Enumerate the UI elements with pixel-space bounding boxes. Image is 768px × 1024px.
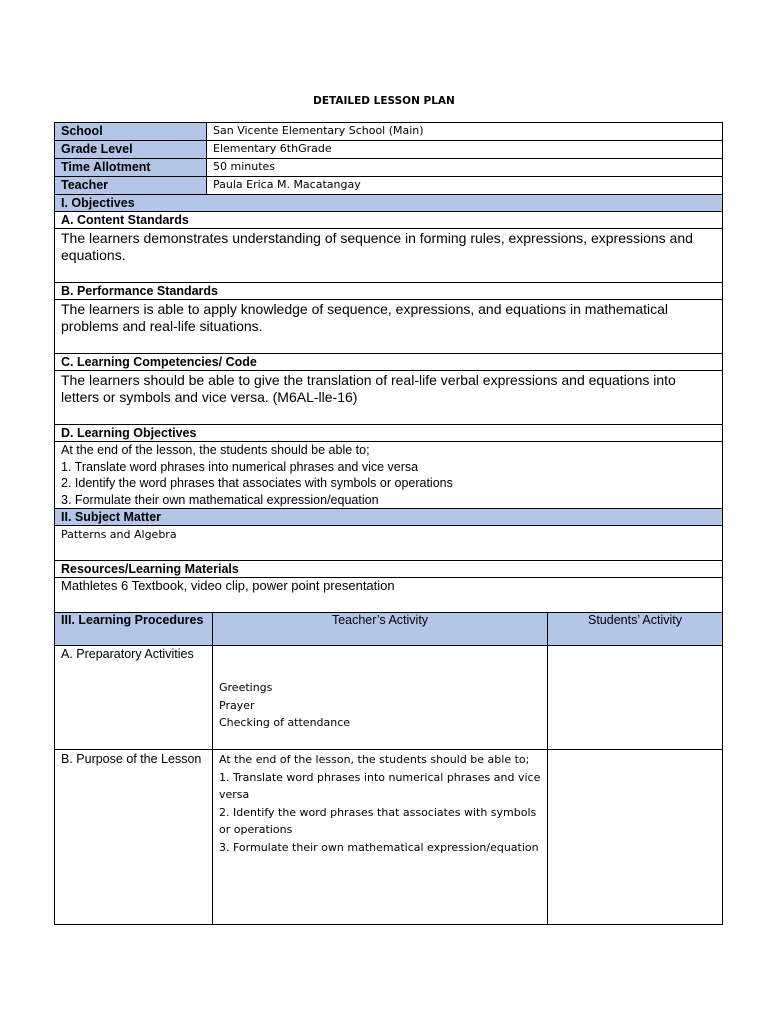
resources-text: Mathletes 6 Textbook, video clip, power point presentation (55, 578, 723, 613)
procedures-header: III. Learning Procedures (55, 613, 213, 646)
list-item: 2. Identify the word phrases that associates with symbols or operations (219, 805, 537, 836)
school-label: School (55, 123, 207, 141)
list-item: 1. Translate word phrases into numerical phrases and vice versa (61, 459, 419, 474)
objectives-header: I. Objectives (55, 195, 723, 212)
teacher-activity-header: Teacher’s Activity (213, 613, 548, 646)
school-value: San Vicente Elementary School (Main) (207, 123, 723, 141)
subject-matter-text: Patterns and Algebra (55, 526, 723, 561)
purpose-students (548, 750, 723, 925)
competencies-text: The learners should be able to give the translation of real-life verbal expressions and equations into letters or symbols and vice versa. (M6AL-lle-16) (55, 371, 723, 425)
list-item: Greetings (219, 681, 273, 694)
purpose-label: B. Purpose of the Lesson (55, 750, 213, 925)
subject-matter-header: II. Subject Matter (55, 509, 723, 526)
time-value: 50 minutes (207, 159, 723, 177)
grade-label: Grade Level (55, 141, 207, 159)
learning-objectives-label: D. Learning Objectives (55, 425, 723, 442)
list-item: At the end of the lesson, the students should be able to; (219, 753, 530, 766)
teacher-value: Paula Erica M. Macatangay (207, 177, 723, 195)
performance-standards-label: B. Performance Standards (55, 283, 723, 300)
preparatory-activities-teacher (213, 646, 548, 750)
content-standards-label: A. Content Standards (55, 212, 723, 229)
list-item: Checking of attendance (219, 716, 351, 729)
list-item: 1. Translate word phrases into numerical phrases and vice versa (219, 770, 541, 801)
preparatory-activities-label: A. Preparatory Activities (55, 646, 213, 750)
performance-standards-text: The learners is able to apply knowledge of sequence, expressions, and equations in mathematical problems and real-life situations. (55, 300, 723, 354)
content-standards-text: The learners demonstrates understanding of sequence in forming rules, expressions, expressions and equations. (55, 229, 723, 283)
page-title: DETAILED LESSON PLAN (313, 95, 455, 107)
list-item: 3. Formulate their own mathematical expression/equation (219, 840, 539, 854)
info-row-school (55, 123, 723, 141)
purpose-teacher (213, 750, 548, 925)
info-row-grade (55, 141, 723, 159)
competencies-label: C. Learning Competencies/ Code (55, 354, 723, 371)
resources-label: Resources/Learning Materials (55, 561, 723, 578)
grade-value: Elementary 6thGrade (207, 141, 723, 159)
teacher-label: Teacher (55, 177, 207, 195)
list-item: 3. Formulate their own mathematical expression/equation (61, 492, 379, 507)
time-label: Time Allotment (55, 159, 207, 177)
list-item: Prayer (219, 698, 255, 712)
students-activity-header: Students’ Activity (548, 613, 723, 646)
info-row-time (55, 159, 723, 177)
procedures-table (54, 612, 723, 925)
learning-objectives-list (55, 442, 723, 509)
list-item: At the end of the lesson, the students should be able to; (61, 443, 370, 457)
list-item: 2. Identify the word phrases that associates with symbols or operations (61, 476, 453, 490)
info-row-teacher (55, 177, 723, 195)
lesson-plan-table (54, 122, 723, 613)
preparatory-activities-students (548, 646, 723, 750)
